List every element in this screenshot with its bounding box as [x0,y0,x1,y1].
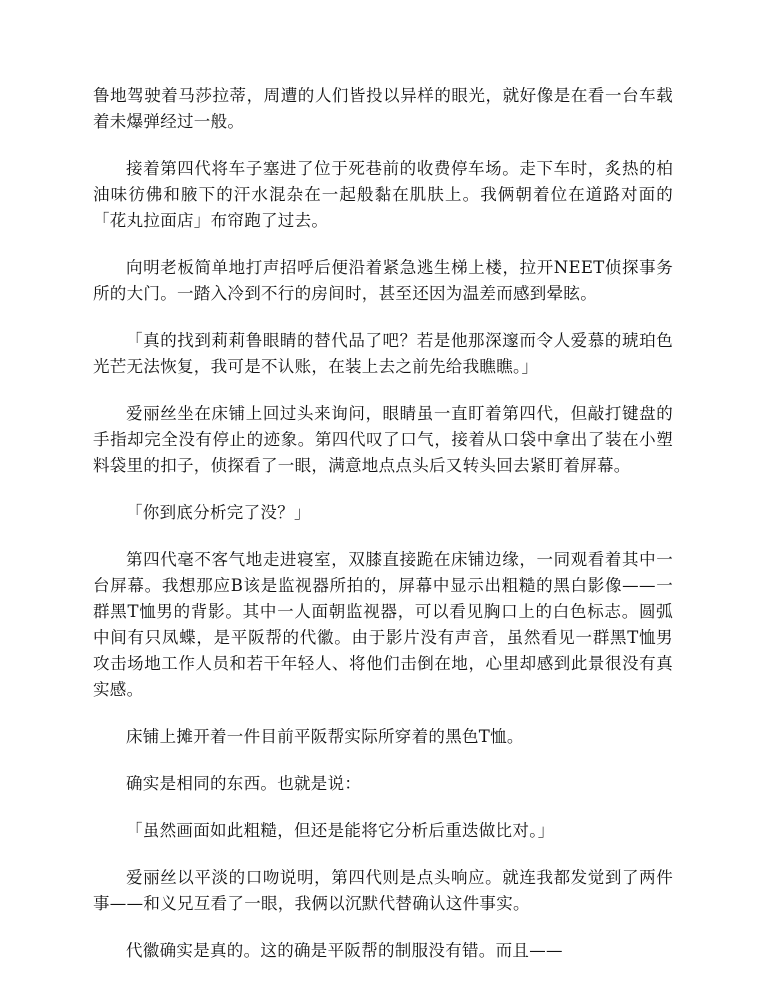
paragraph: 床铺上摊开着一件目前平阪帮实际所穿着的黑色T恤。 [126,727,524,746]
body-text [93,83,673,985]
paragraph: 「你到底分析完了没？」 [126,503,311,522]
paragraph: 代徽确实是真的。这的确是平阪帮的制服没有错。而且—— [126,941,563,960]
paragraph: 爱丽丝以平淡的口吻说明，第四代则是点头响应。就连我都发觉到了两件事——和义兄互看了一眼，我俩以沉默代替确认这件事实。 [93,868,673,913]
paragraph: 鲁地驾驶着马莎拉蒂，周遭的人们皆投以异样的眼光，就好像是在看一台车载着未爆弹经过一般。 [93,86,673,131]
paragraph: 爱丽丝坐在床铺上回过头来询问，眼睛虽一直盯着第四代，但敲打键盘的手指却完全没有停止的迹象。第四代叹了口气，接着从口袋中拿出了装在小塑料袋里的扣子，侦探看了一眼，满意地点点头后又转头回去紧盯着屏幕。 [93,404,673,475]
paragraph: 确实是相同的东西。也就是说： [126,774,362,793]
paragraph: 向明老板简单地打声招呼后便沿着紧急逃生梯上楼，拉开NEET侦探事务所的大门。一踏入冷到不行的房间时，甚至还因为温差而感到晕眩。 [93,258,673,303]
paragraph: 接着第四代将车子塞进了位于死巷前的收费停车场。走下车时，炙热的柏油味彷佛和腋下的汗水混杂在一起般黏在肌肤上。我俩朝着位在道路对面的「花丸拉面店」布帘跑了过去。 [93,159,673,230]
paragraph: 第四代毫不客气地走进寝室，双膝直接跪在床铺边缘，一同观看着其中一台屏幕。我想那应B该是监视器所拍的，屏幕中显示出粗糙的黑白影像——一群黑T恤男的背影。其中一人面朝监视器，可以看见胸口上的白色标志。圆弧中间有只凤蝶，是平阪帮的代徽。由于影片没有声音，虽然看见一群黑T恤男攻击场地工作人员和若干年轻人、将他们击倒在地，心里却感到此景很没有真实感。 [93,550,673,699]
paragraph: 「虽然画面如此粗糙，但还是能将它分析后重迭做比对。」 [126,821,555,840]
paragraph: 「真的找到莉莉鲁眼睛的替代品了吧？若是他那深邃而令人爱慕的琥珀色光芒无法恢复，我可是不认账，在装上去之前先给我瞧瞧。」 [93,331,673,376]
